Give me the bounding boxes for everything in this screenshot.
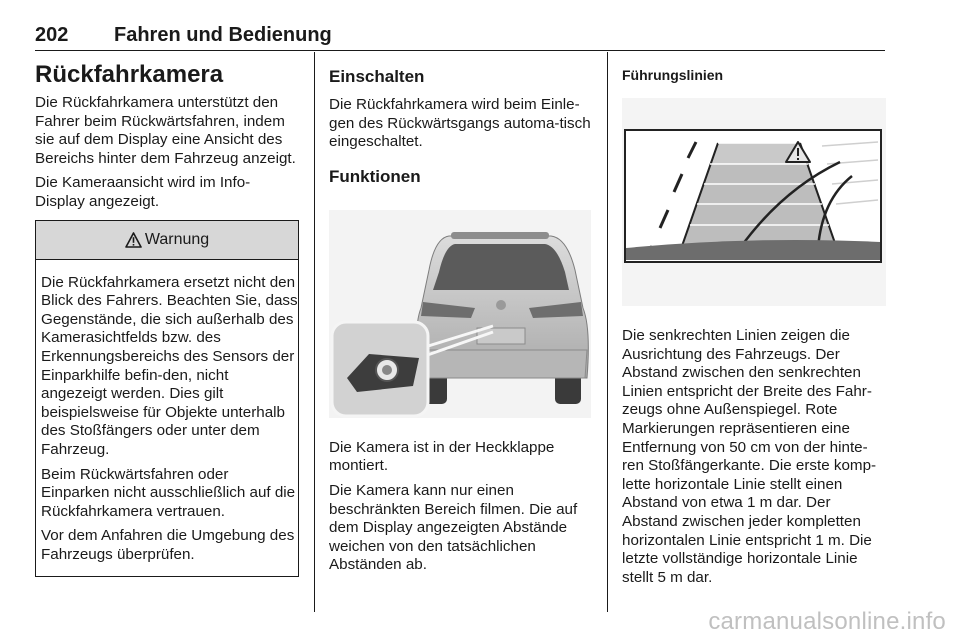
paragraph: Die Kameraansicht wird im Info-Display angezeigt.: [35, 174, 251, 210]
column-3: [622, 66, 886, 593]
warning-box: [35, 220, 299, 578]
warning-paragraph: Die Rückfahrkamera ersetzt nicht den Blick des Fahrers. Beachten Sie, dass Gegenstände, die sich außerhalb des Kamerasichtfelds bzw. des Erkennungsbereichs des Sensors der Einparkhilfe befin-den, nicht angezeigt werden. Dies gilt beispielsweise für Objekte unterhalb des Stoßfängers oder unter dem Fahrzeug.: [41, 273, 298, 458]
warning-body: [36, 260, 298, 577]
paragraph: Die Rückfahrkamera wird beim Einle-gen des Rückwärtsgangs automa-tisch eingeschaltet.: [329, 96, 591, 151]
page-header: [35, 24, 885, 51]
rear-car-camera-illustration: [329, 210, 591, 418]
chapter-title: Fahren und Bedienung: [114, 24, 332, 46]
watermark: carmanualsonline.info: [708, 608, 946, 635]
paragraph: Die Rückfahrkamera unterstützt den Fahrer beim Rückwärtsfahren, indem sie auf dem Display eine Ansicht des Bereichs hinter dem Fahrzeug anzeigt.: [35, 94, 296, 167]
warning-title: Warnung: [144, 230, 210, 248]
warning-paragraph: Beim Rückwärtsfahren oder Einparken nicht ausschließlich auf die Rückfahrkamera vertrauen.: [41, 465, 296, 520]
subsection-heading: Funktionen: [329, 166, 421, 186]
column-2: [329, 66, 591, 581]
paragraph: Die Kamera kann nur einen beschränkten Bereich filmen. Die auf dem Display angezeigten Abstände weichen von den tatsächlichen Abständen ab.: [329, 481, 578, 574]
paragraph: Die Kamera ist in der Heckklappe montiert.: [329, 438, 555, 475]
column-1: [35, 60, 299, 577]
page-number: 202: [35, 24, 69, 46]
warning-triangle-icon: [125, 232, 142, 248]
column-divider: [607, 52, 608, 612]
column-divider: [314, 52, 315, 612]
subsection-heading: Einschalten: [329, 67, 425, 86]
guidelines-display-illustration: [622, 98, 886, 306]
subsection-heading: Führungslinien: [622, 67, 724, 83]
warning-header: [36, 221, 298, 260]
paragraph: Die senkrechten Linien zeigen die Ausrichtung des Fahrzeugs. Der Abstand zwischen den senkrechten Linien entspricht der Breite des Fahr-zeugs ohne Außenspiegel. Rote Markierungen repräsentieren eine Entfernung von 50 cm von der hinte-ren Stoßfängerkante. Die erste komp-lette horizontale Linie stellt einen Abstand von etwa 1 m dar. Der Abstand zwischen jeder kompletten horizontalen Linie entspricht 1 m. Die letzte vollständige horizontale Linie stellt 5 m dar.: [622, 327, 877, 586]
section-heading: Rückfahrkamera: [35, 61, 224, 88]
warning-paragraph: Vor dem Anfahren die Umgebung des Fahrzeugs überprüfen.: [41, 527, 295, 563]
